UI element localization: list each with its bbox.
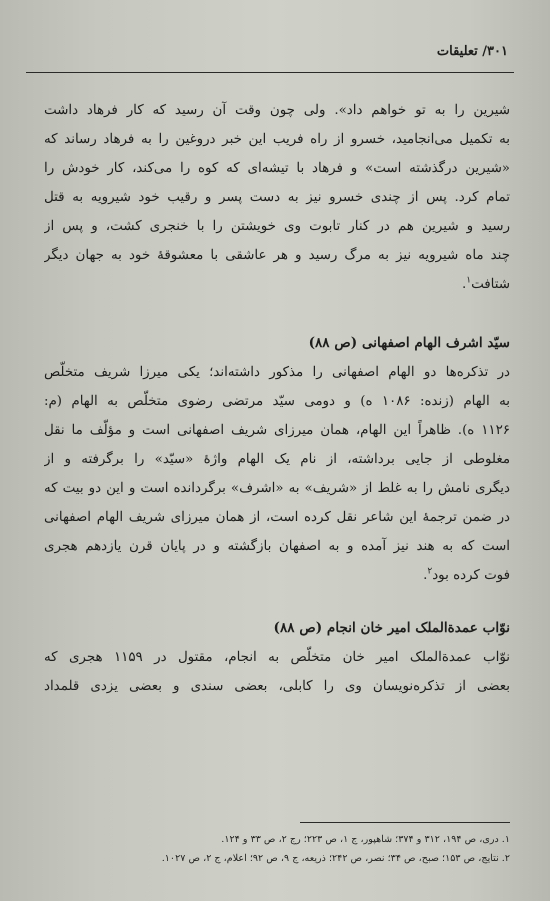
text-line: نوّاب عمدة‌الملک امیر خان متخلّص به انجام، مقتول در ۱۱۵۹ هجری که: [44, 650, 510, 665]
text-line-last: شتافت$^۱$.: [462, 275, 510, 292]
footnote-rule: [300, 822, 510, 823]
main-text: [44, 96, 510, 701]
paragraph-anjam: [44, 643, 510, 701]
section-heading-anjam: نوّاب عمدة‌الملک امیر خان انجام (ص ۸۸): [273, 620, 510, 636]
text-line: به تکمیل می‌انجامید، خسرو از راه فریب این خبر دروغین را به فرهاد رساند که: [44, 132, 510, 147]
text-line: دیگری نامش را به غلط از «شریف» به «اشرف» برگردانده است و این دو بیت که: [44, 481, 510, 496]
text-line: مغلوطی از جایی برداشته، از نام یک الهام واژهٔ «سیّد» را برگرفته و از: [44, 452, 510, 467]
footnotes: [36, 830, 510, 868]
text-line: رسید و شیرین هم در کنار تابوت وی خویشتن را با خنجری کشت، و پس از: [44, 219, 510, 234]
text-line-last: فوت کرده بود$^۲$.: [423, 566, 510, 583]
paragraph-shirin: [44, 96, 510, 299]
paragraph-elham: [44, 358, 510, 590]
text-line: بعضی از تذکره‌نویسان وی را کابلی، بعضی سندی و بعضی یزدی قلمداد: [44, 679, 510, 694]
text-line: ۱۱۲۶ ه). ظاهراً این الهام، همان میرزای شریف اصفهانی است و مؤلّف ما نقل: [44, 423, 510, 438]
text-line: در ضمن ترجمهٔ این شاعر نقل کرده است، از همان میرزای شریف الهام اصفهانی: [44, 510, 510, 525]
running-head-text: ۳۰۱/ تعلیقات: [436, 44, 508, 59]
text-line: چند ماه شیرویه نیز به مرگ رسید و هر عاشقی با معشوقهٔ خود به جهان دیگر: [44, 248, 510, 263]
running-head: [30, 44, 508, 66]
section-heading-elham: سیّد اشرف الهام اصفهانی (ص ۸۸): [308, 335, 510, 351]
text-line: فوت کرده بود: [432, 568, 510, 583]
text-line: به الهام (زنده: ۱۰۸۶ ه) و دومی سیّد مرتضی رضوی متخلّص به الهام (م:: [44, 394, 510, 409]
footnote-1: ۱. دری، ص ۱۹۴، ۳۱۲ و ۳۷۴؛ شاهپور، ج ۱، ص ۲۲۳؛ رج ۲، ص ۳۳ و ۱۲۴.: [221, 834, 510, 845]
footnote-mark: ۱: [466, 275, 472, 286]
text-line: «شیرین درگذشته است» و فرهاد با تیشه‌ای که کوه را می‌کند، کار خودش را: [44, 161, 510, 176]
text-line: شتافت: [471, 277, 510, 292]
text-line: است که به هند نیز آمده و به اصفهان بازگشته و در پایان قرن یازدهم هجری: [44, 539, 510, 554]
header-rule: [26, 72, 514, 73]
text-line: تمام کرد. پس از چندی خسرو نیز به دست پسر و رقیب خود شیرویه به قتل: [44, 190, 510, 205]
footnote-2: ۲. نتایج، ص ۱۵۳؛ صبح، ص ۳۴؛ نصر، ص ۲۴۲؛ ذریعه، ج ۹، ص ۹۲؛ اعلام، ج ۲، ص ۱۰۲۷.: [161, 853, 510, 864]
text-line: شیرین را به تو خواهم داد». ولی چون وقت آن رسید که کار فرهاد داشت: [44, 103, 510, 118]
text-line: در تذکره‌ها دو الهام اصفهانی را مذکور داشته‌اند؛ یکی میرزا شریف متخلّص: [44, 365, 510, 380]
footnote-mark: ۲: [427, 566, 433, 577]
